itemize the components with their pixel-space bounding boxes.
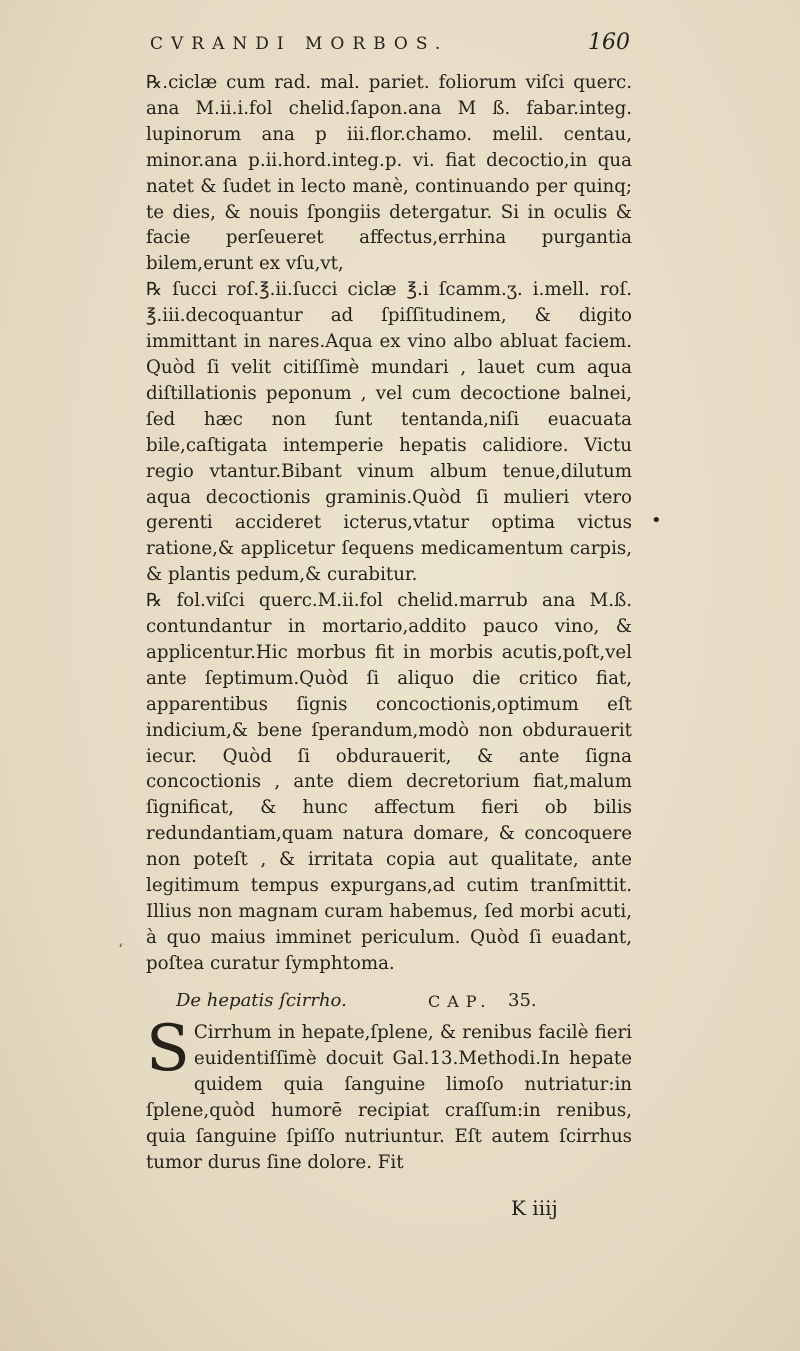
chapter-text [146, 1012, 632, 1175]
chapter-label: CAP. [428, 992, 493, 1011]
signature-mark: K iiij [511, 1196, 558, 1220]
chapter-number: 35. [508, 990, 537, 1011]
chapter-heading [146, 990, 632, 1020]
paragraph-recipe-1: ℞.ciclæ cum rad. mal. pariet. foliorum viſci querc. ana M.ii.i.fol chelid.ſapon.ana M ß. fabar.integ. lupinorum ana p iii.flor.chamo. melil. centau, minor.ana p.ii.hord.integ.p. vi. fiat decoctio,in qua natet & ſudet in lecto manè, continuando per quinq; te dies, & nouis ſpongiis detergatur. Si in oculis & facie perſeueret affectus,errhina purgantia bilem,erunt ex vſu,vt, [146, 72, 632, 275]
chapter-paragraph-text: Cirrhum in hepate,ſplene, & renibus facilè fieri euidentiſſimè docuit Gal.13.Methodi.In hepate quidem quia ſanguine limoſo nutriatur:in ſplene,quòd humorē recipiat craſſum:in renibus, quia ſanguine ſpiſſo nutriuntur. Eſt autem ſcirrhus tumor durus ſine dolore. Fit [146, 1022, 632, 1173]
main-text [146, 70, 632, 977]
page-number: 160 [588, 30, 630, 55]
chapter-paragraph [146, 1012, 632, 1175]
drop-capital: S [146, 1012, 190, 1086]
margin-mark: ‘ [118, 940, 124, 959]
paragraph-recipe-2: ℞ ſucci roſ.℥.ii.ſucci ciclæ ℥.i ſcamm.ʒ. i.mell. roſ. ℥.iii.decoquantur ad ſpiſſitudinem, & digito immittant in nares.Aqua ex vino albo abluat faciem. Quòd ſi velit citiſſimè mundari , lauet cum aqua diſtillationis peponum , vel cum decoctione balnei, ſed hæc non ſunt tentanda,niſi euacuata bile,caſtigata intemperie hepatis calidiore. Victu regio vtantur.Bibant vinum album tenue,dilutum aqua decoctionis graminis.Quòd ſi mulieri vtero gerenti accideret icterus,vtatur optima victus ratione,& applicetur ſequens medicamentum carpis, & plantis pedum,& curabitur. [146, 279, 632, 586]
running-head: CVRANDI MORBOS. [150, 34, 449, 54]
chapter-title: De hepatis ſcirrho. [176, 990, 347, 1011]
page-header [150, 28, 630, 68]
margin-dot: • [651, 510, 662, 531]
paragraph-recipe-3: ℞ fol.viſci querc.M.ii.fol chelid.marrub ana M.ß. contundantur in mortario,addito pauco vino, & applicentur.Hic morbus fit in morbis acutis,poſt,vel ante ſeptimum.Quòd ſi aliquo die critico fiat, apparentibus ſignis concoctionis,optimum eſt indicium,& bene ſperandum,modò non obdurauerit iecur. Quòd ſi obdurauerit, & ante ſigna concoctionis , ante diem decretorium fiat,malum ſignificat, & hunc affectum fieri ob bilis redundantiam,quam natura domare, & concoquere non poteſt , & irritata copia aut qualitate, ante legitimum tempus expurgans,ad cutim tranſmittit. Illius non magnam curam habemus, ſed morbi acuti, à quo maius imminet periculum. Quòd ſi euadant, poſtea curatur ſymphtoma. [146, 590, 632, 974]
